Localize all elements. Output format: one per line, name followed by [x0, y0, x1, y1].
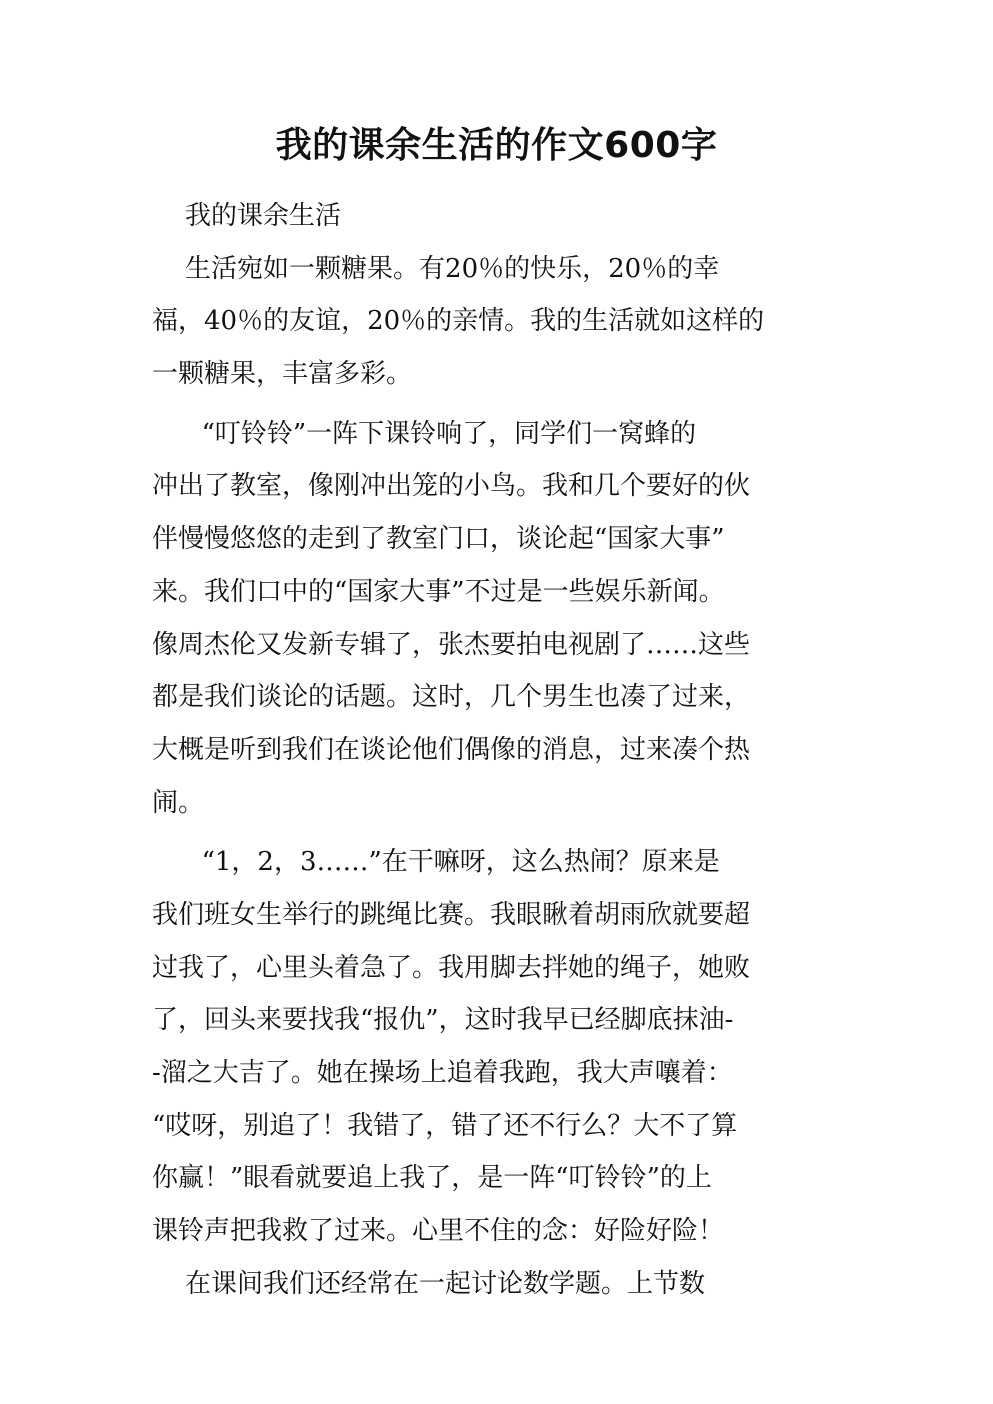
text-line: 过我了，心里头着急了。我用脚去拌她的绳子，她败: [152, 952, 751, 983]
text-line: 冲出了教室，像刚冲出笼的小鸟。我和几个要好的伙: [152, 471, 751, 502]
paragraph-gap: [152, 829, 842, 836]
text-line: 来。我们口中的“国家大事”不过是一些娱乐新闻。: [152, 576, 725, 607]
text-line: 了，回头来要找我“报仇”，这时我早已经脚底抹油-: [152, 1005, 734, 1036]
text-line: 你赢！”眼看就要追上我了，是一阵“叮铃铃”的上: [152, 1163, 712, 1194]
text-line: 我们班女生举行的跳绳比赛。我眼瞅着胡雨欣就要超: [152, 899, 751, 930]
text-line: 生活宛如一颗糖果。有20％的快乐，20％的幸: [152, 253, 720, 284]
text-line: -溜之大吉了。她在操场上追着我跑，我大声嚷着：: [152, 1058, 733, 1088]
text-line: “1，2，3……”在干嘛呀，这么热闹？原来是: [152, 847, 720, 878]
document-body: [152, 190, 842, 1310]
subtitle-line: 我的课余生活: [152, 201, 342, 231]
document-title: 我的课余生活的作文600字: [275, 125, 718, 166]
text-line: 课铃声把我救了过来。心里不住的念：好险好险！: [152, 1216, 725, 1247]
text-line: 一颗糖果，丰富多彩。: [152, 359, 413, 390]
text-line: 在课间我们还经常在一起讨论数学题。上节数: [152, 1268, 706, 1299]
text-line: 伴慢慢悠悠的走到了教室门口，谈论起“国家大事”: [152, 524, 725, 555]
text-line: 闹。: [152, 787, 205, 818]
text-line: “叮铃铃”一阵下课铃响了，同学们一窝蜂的: [152, 418, 697, 449]
text-line: 像周杰伦又发新专辑了，张杰要拍电视剧了……这些: [152, 629, 751, 660]
text-line: 大概是听到我们在谈论他们偶像的消息，过来凑个热: [152, 734, 751, 765]
paragraph-gap: [152, 401, 842, 408]
text-line: 福，40％的友谊，20％的亲情。我的生活就如这样的: [152, 306, 765, 337]
text-line: 都是我们谈论的话题。这时，几个男生也凑了过来，: [152, 682, 751, 713]
text-line: “哎呀，别追了！我错了，错了还不行么？大不了算: [152, 1110, 738, 1141]
